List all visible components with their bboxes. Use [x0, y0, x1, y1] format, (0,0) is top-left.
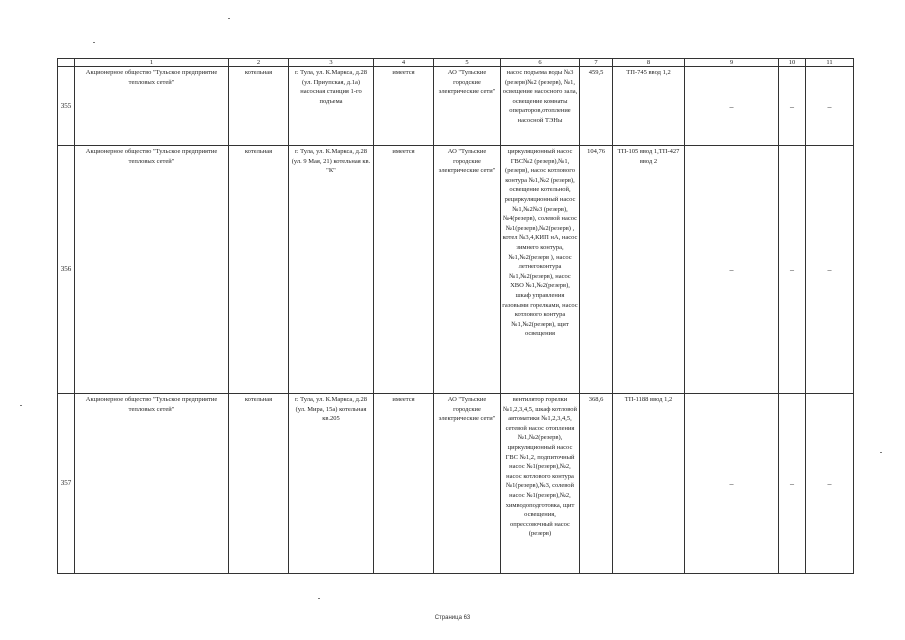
page-number: Страница 63 [434, 615, 471, 621]
col11-cell: – [806, 67, 854, 146]
column-number-row [58, 59, 854, 67]
organization-cell: Акционерное общество "Тульское предприятие тепловых сетей" [75, 394, 229, 574]
address-cell: г. Тула, ул. К.Маркса, д.28 (ул. Приупская, д.1а) насосная станция 1-го подъема [289, 67, 374, 146]
scan-speck [228, 18, 230, 19]
grid-company-cell: АО "Тульские городские электрические сети" [434, 394, 501, 574]
header-cell: 7 [580, 59, 613, 67]
availability-cell: имеется [374, 146, 434, 394]
object-type-cell: котельная [229, 394, 289, 574]
col9-cell: – [685, 146, 779, 394]
header-cell: 1 [75, 59, 229, 67]
power-cell: 368,6 [580, 394, 613, 574]
row-number: 355 [58, 67, 75, 146]
header-cell: 4 [374, 59, 434, 67]
availability-cell: имеется [374, 394, 434, 574]
col10-cell: – [779, 67, 806, 146]
power-cell: 104,76 [580, 146, 613, 394]
header-cell: 2 [229, 59, 289, 67]
col9-cell: – [685, 67, 779, 146]
object-type-cell: котельная [229, 146, 289, 394]
equipment-cell: циркуляционный насос ГВС№2 (резерв),№1, (резерв), насос котлового контура №1,№2 (резерв), освещение котельной, рециркуляционный насос №1,№2№3 (резерв),№4(резерв), солевой насос №1(резерв),№2(резерв) , котел №3,4,КИП нА, насос зимнего контура,№1,№2(резерв ), насос летнегоконтура №1,№2(резерв), насос ХВО №1,№2(резерв), шкаф управления газовыми горелками, насос котлового контура №1,№2(резерв), щит освещения [501, 146, 580, 394]
scan-speck [880, 452, 882, 453]
table-row [58, 394, 854, 574]
scan-speck [20, 405, 22, 406]
grid-company-cell: АО "Тульские городские электрические сети" [434, 146, 501, 394]
header-cell: 6 [501, 59, 580, 67]
substation-cell: ТП-745 ввод 1,2 [613, 67, 685, 146]
availability-cell: имеется [374, 67, 434, 146]
header-cell: 9 [685, 59, 779, 67]
table-row [58, 146, 854, 394]
substation-cell: ТП-105 ввод 1,ТП-427 ввод 2 [613, 146, 685, 394]
object-type-cell: котельная [229, 67, 289, 146]
row-number: 356 [58, 146, 75, 394]
organization-cell: Акционерное общество "Тульское предприятие тепловых сетей" [75, 67, 229, 146]
col9-cell: – [685, 394, 779, 574]
scan-speck [93, 42, 95, 43]
scan-speck [318, 598, 320, 599]
address-cell: г. Тула, ул. К.Маркса, д.28 (ул. Мира, 15а) котельная кв.205 [289, 394, 374, 574]
data-table [57, 58, 854, 574]
address-cell: г. Тула, ул. К.Маркса, д.28 (ул. 9 Мая, 21) котельная кв. "К" [289, 146, 374, 394]
table-row [58, 67, 854, 146]
header-cell: 3 [289, 59, 374, 67]
header-cell: 8 [613, 59, 685, 67]
header-cell-blank [58, 59, 75, 67]
grid-company-cell: АО "Тульские городские электрические сети" [434, 67, 501, 146]
power-cell: 459,5 [580, 67, 613, 146]
organization-cell: Акционерное общество "Тульское предприятие тепловых сетей" [75, 146, 229, 394]
col10-cell: – [779, 394, 806, 574]
header-cell: 11 [806, 59, 854, 67]
col10-cell: – [779, 146, 806, 394]
row-number: 357 [58, 394, 75, 574]
substation-cell: ТП-1188 ввод 1,2 [613, 394, 685, 574]
equipment-cell: насос подъема воды №3 (резерв)№2 (резерв), №1, освещение насосного зала, освещение комнаты операторов,отопление насосной ТЭНы [501, 67, 580, 146]
equipment-cell: вентилятор горелки №1,2,3,4,5, шкаф котловой автоматики №1,2,3,4,5, сетевой насос отопления №1,№2(резерв), циркуляционный насос ГВС №1,2, подпиточный насос №1(резерв),№2, насос котлового контура №1(резерв),№3, солевой насос №1(резерв),№2, химводоподготовка, щит освещения, опрессовочный насос (резерв) [501, 394, 580, 574]
col11-cell: – [806, 146, 854, 394]
header-cell: 10 [779, 59, 806, 67]
header-cell: 5 [434, 59, 501, 67]
col11-cell: – [806, 394, 854, 574]
